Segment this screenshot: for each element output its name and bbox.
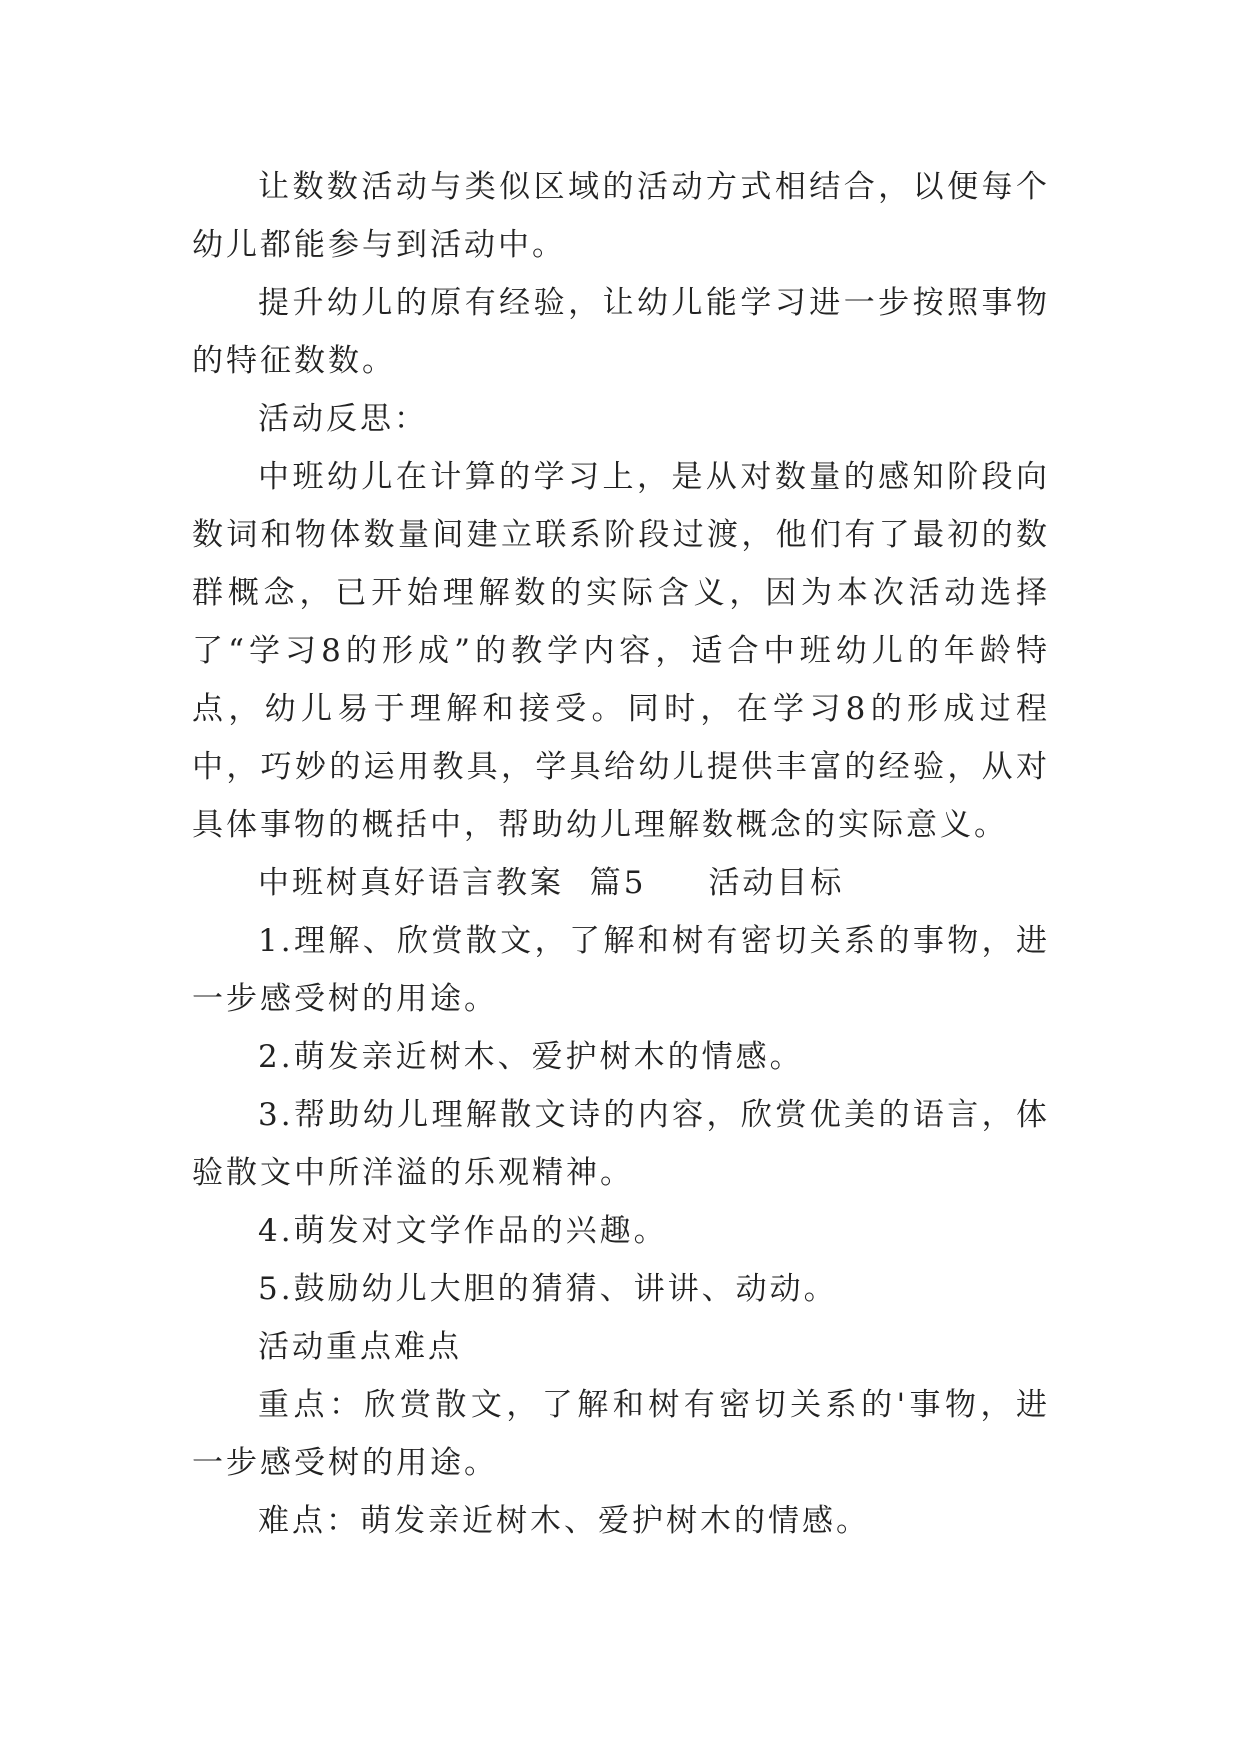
goal-item: 4.萌发对文学作品的兴趣。 [258,1213,668,1249]
key-points-heading: 活动重点难点 [258,1329,462,1365]
document-body [192,158,1050,1550]
goal-item: 1.理解、欣赏散文，了解和树有密切关系的事物，进一步感受树的用途。 [192,923,1050,1017]
goal-item: 5.鼓励幼儿大胆的猜猜、讲讲、动动。 [258,1271,838,1307]
goal-item: 3.帮助幼儿理解散文诗的内容，欣赏优美的语言，体验散文中所洋溢的乐观精神。 [192,1097,1050,1191]
paragraph-experience: 提升幼儿的原有经验，让幼儿能学习进一步按照事物的特征数数。 [192,285,1050,379]
difficult-point: 难点：萌发亲近树木、爱护树木的情感。 [258,1503,870,1539]
paragraph-counting-activity: 让数数活动与类似区域的活动方式相结合，以便每个幼儿都能参与到活动中。 [192,169,1050,263]
paragraph-reflection-heading: 活动反思： [258,401,428,437]
paragraph-reflection-body: 中班幼儿在计算的学习上，是从对数量的感知阶段向数词和物体数量间建立联系阶段过渡，他们有了最初的数群概念，已开始理解数的实际含义，因为本次活动选择了“学习8的形成”的教学内容，适合中班幼儿的年龄特点，幼儿易于理解和接受。同时，在学习8的形成过程中，巧妙的运用教具，学具给幼儿提供丰富的经验，从对具体事物的概括中，帮助幼儿理解数概念的实际意义。 [192,459,1050,843]
goal-item: 2.萌发亲近树木、爱护树木的情感。 [258,1039,804,1075]
section-title: 中班树真好语言教案 篇5 [258,865,647,901]
key-point: 重点：欣赏散文，了解和树有密切关系的'事物，进一步感受树的用途。 [192,1387,1050,1481]
section-subtitle: 活动目标 [708,865,845,901]
section-heading-row [192,854,1050,912]
